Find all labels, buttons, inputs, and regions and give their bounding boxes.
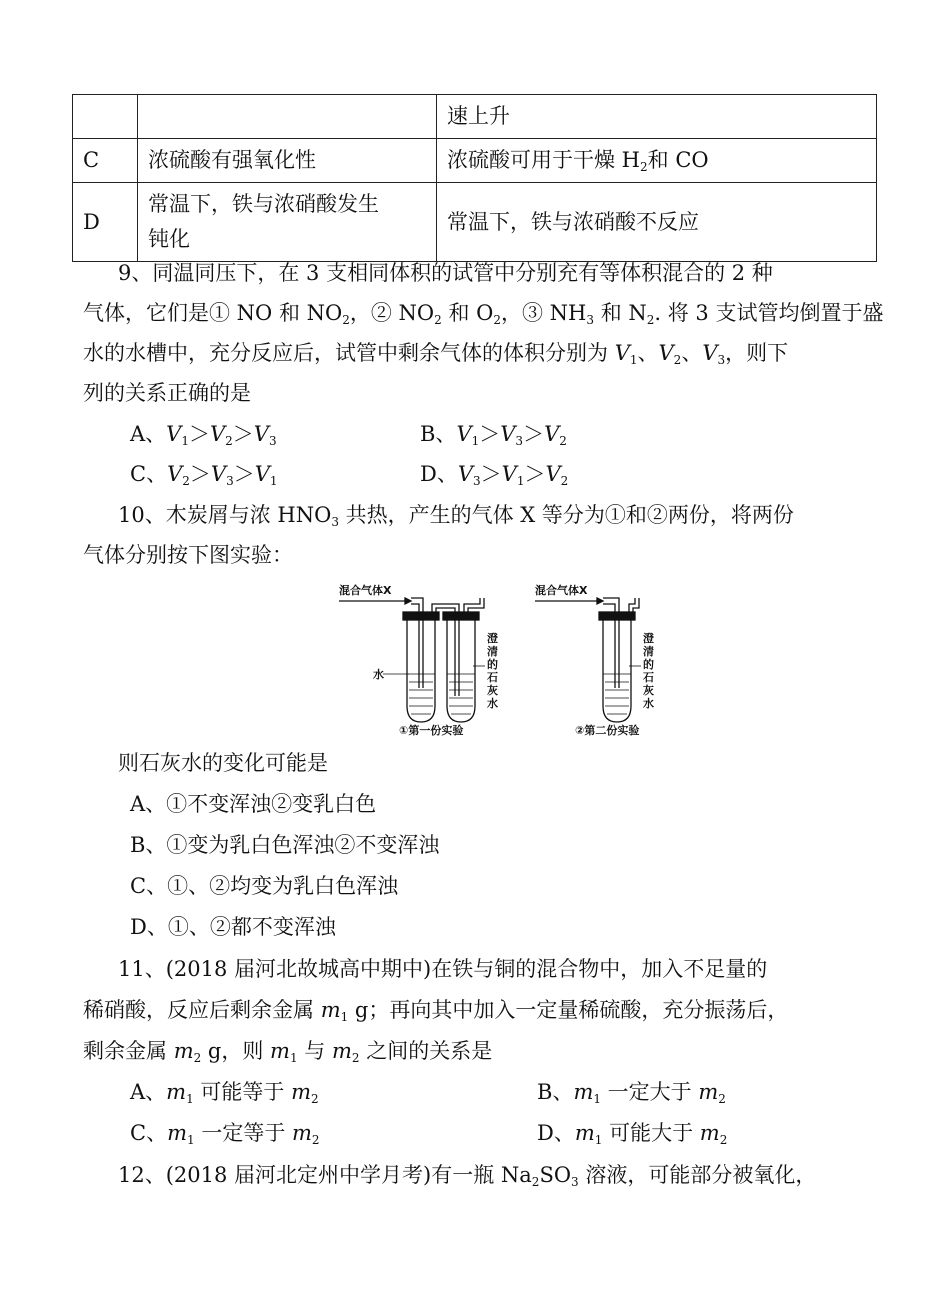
limewater-char: 水 <box>487 697 498 710</box>
q11-line-2: 稀硝酸，反应后剩余金属 $m_1$ g；再向其中加入一定量稀硫酸，充分振荡后， <box>83 998 789 1024</box>
q10-option-d: D、①、②都不变浑浊 <box>130 915 336 939</box>
table-row <box>73 95 877 139</box>
q11-option-b: B、$m_1$ 一定大于 $m_2$ <box>537 1080 726 1106</box>
stopper-1 <box>403 612 439 620</box>
table-cell-label <box>73 95 138 139</box>
arrow-head <box>405 598 411 604</box>
limewater-char: 石 <box>487 671 498 684</box>
limewater-liquid-1 <box>447 674 475 714</box>
q11-option-d: D、$m_1$ 可能大于 $m_2$ <box>537 1121 728 1147</box>
limewater-char: 清 <box>487 645 498 658</box>
table-cell-right: 浓硫酸可用于干燥 $H_2$和 CO <box>437 139 877 183</box>
stopper-2 <box>443 612 479 620</box>
q10-line-1: 10、木炭屑与浓 $HNO_3$ 共热，产生的气体 X 等分为①和②两份，将两份 <box>118 503 794 529</box>
q9-line-3: 水的水槽中，充分反应后，试管中剩余气体的体积分别为 $V_1$、$V_2$、$V_3$，则下 <box>83 341 789 367</box>
limewater-char: 水 <box>643 697 654 710</box>
table-cell-right: 常温下，铁与浓硝酸不反应 <box>437 183 877 262</box>
table-cell-left: 常温下，铁与浓硝酸发生 钝化 <box>138 183 437 262</box>
limewater-char: 的 <box>487 658 498 671</box>
q10-option-c: C、①、②均变为乳白色浑浊 <box>130 874 399 898</box>
limewater-char: 的 <box>643 658 654 671</box>
test-tube-2 <box>447 618 475 722</box>
q10-option-b: B、①变为乳白色浑浊②不变浑浊 <box>130 833 440 857</box>
q12-line-1: 12、(2018 届河北定州中学月考)有一瓶 $Na_2SO_3$ 溶液，可能部分被氧化， <box>118 1163 817 1189</box>
experiment-figure <box>335 576 660 736</box>
q10-line-3: 则石灰水的变化可能是 <box>118 751 328 775</box>
limewater-liquid-2 <box>603 674 631 714</box>
limewater-char: 清 <box>643 645 654 658</box>
caption-1: ①第一份实验 <box>399 724 464 736</box>
water-label: 水 <box>373 668 384 681</box>
q9-option-a: A、$V_1>V_2>V_3$ <box>130 422 277 448</box>
arrow-head-2 <box>597 598 603 604</box>
table-cell-label: C <box>73 139 138 183</box>
test-tube-1 <box>407 618 435 722</box>
q9-option-d: D、$V_3>V_1>V_2$ <box>420 462 569 488</box>
limewater-char: 澄 <box>487 632 498 645</box>
table-cell-right: 速上升 <box>437 95 877 139</box>
comparison-table <box>72 94 877 262</box>
caption-2: ②第二份实验 <box>575 724 640 736</box>
limewater-char: 灰 <box>643 684 654 697</box>
test-tube-3 <box>603 618 631 722</box>
table-row <box>73 139 877 183</box>
water-liquid <box>407 674 435 714</box>
table-cell-left: 浓硫酸有强氧化性 <box>138 139 437 183</box>
stopper-3 <box>599 612 635 620</box>
gas-label-2: 混合气体X <box>535 584 588 597</box>
table-row <box>73 183 877 262</box>
q9-line-4: 列的关系正确的是 <box>83 381 251 405</box>
q9-line-2: 气体，它们是① NO 和 $NO_2$，② $NO_2$ 和 $O_2$，③ $NH_3$ 和 $N_2$. 将 3 支试管均倒置于盛 <box>83 301 884 327</box>
q10-line-2: 气体分别按下图实验： <box>83 543 293 567</box>
q11-line-3: 剩余金属 $m_2$ g，则 $m_1$ 与 $m_2$ 之间的关系是 <box>83 1039 493 1065</box>
q11-line-1: 11、(2018 届河北故城高中期中)在铁与铜的混合物中，加入不足量的 <box>118 957 768 981</box>
limewater-char: 澄 <box>643 632 654 645</box>
limewater-char: 灰 <box>487 684 498 697</box>
limewater-char: 石 <box>643 671 654 684</box>
q11-option-c: C、$m_1$ 一定等于 $m_2$ <box>130 1121 320 1147</box>
q10-option-a: A、①不变浑浊②变乳白色 <box>130 792 377 816</box>
q9-line-1: 9、同温同压下，在 3 支相同体积的试管中分别充有等体积混合的 2 种 <box>118 261 773 285</box>
q11-option-a: A、$m_1$ 可能等于 $m_2$ <box>130 1080 319 1106</box>
table-cell-label: D <box>73 183 138 262</box>
q9-option-c: C、$V_2>V_3>V_1$ <box>130 462 278 488</box>
q9-option-b: B、$V_1>V_3>V_2$ <box>420 422 567 448</box>
table-cell-left <box>138 95 437 139</box>
gas-label-1: 混合气体X <box>339 584 392 597</box>
